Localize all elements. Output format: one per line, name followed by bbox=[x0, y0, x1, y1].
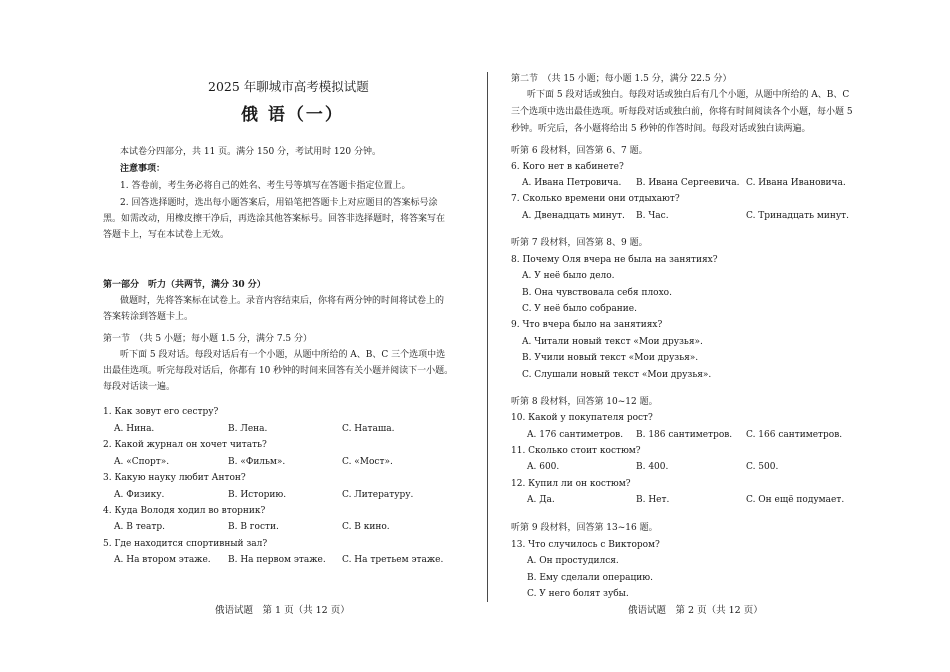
question-1-option-a: A. Нина. bbox=[114, 424, 155, 434]
question-3: 3. Какую науку любит Антон? bbox=[103, 473, 246, 483]
exam-header-title: 2025 年聊城市高考模拟试题 bbox=[208, 79, 369, 94]
question-10-option-c: C. 166 сантиметров. bbox=[746, 430, 843, 440]
question-10-option-a: A. 176 сантиметров. bbox=[527, 430, 624, 440]
question-11-option-c: C. 500. bbox=[746, 462, 779, 472]
question-3-option-c: C. Литературу. bbox=[342, 490, 414, 500]
question-10-option-b: B. 186 сантиметров. bbox=[636, 430, 733, 440]
question-6-option-c: C. Ивана Ивановича. bbox=[746, 178, 846, 188]
question-1-option-c: C. Наташа. bbox=[342, 424, 395, 434]
question-9-option-a: A. Читали новый текст «Мои друзья». bbox=[522, 337, 703, 347]
question-13: 13. Что случилось с Виктором? bbox=[511, 540, 660, 550]
question-13-option-c: C. У него болят зубы. bbox=[527, 589, 629, 599]
question-2: 2. Какой журнал он хочет читать? bbox=[103, 440, 267, 450]
question-8-option-c: C. У неё было собрание. bbox=[522, 304, 637, 314]
question-2-option-c: C. «Мост». bbox=[342, 457, 393, 467]
page-2-footer: 俄语试题 第 2 页（共 12 页） bbox=[628, 605, 763, 616]
material-8-label: 听第 8 段材料，回答第 10~12 题。 bbox=[511, 397, 658, 407]
part1-heading: 第一部分 听力（共两节，满分 30 分） bbox=[103, 280, 266, 290]
question-4: 4. Куда Володя ходил во вторник? bbox=[103, 506, 266, 516]
question-6-option-b: B. Ивана Сергеевича. bbox=[636, 178, 740, 188]
subject-title: 俄 语（一） bbox=[241, 105, 344, 125]
question-7-option-b: B. Час. bbox=[636, 211, 669, 221]
material-6-label: 听第 6 段材料，回答第 6、7 题。 bbox=[511, 146, 648, 156]
section1-instruction-line-2: 出最佳选项。听完每段对话后，你都有 10 秒钟的时间来回答有关小题并阅读下一小题。 bbox=[103, 366, 454, 376]
part1-instruction-line-2: 答案转涂到答题卡上。 bbox=[103, 312, 194, 322]
question-10: 10. Какой у покупателя рост? bbox=[511, 413, 653, 423]
material-7-label: 听第 7 段材料，回答第 8、9 题。 bbox=[511, 238, 648, 248]
section2-heading: 第二节 （共 15 小题；每小题 1.5 分，满分 22.5 分） bbox=[511, 74, 732, 84]
question-7-option-a: A. Двенадцать минут. bbox=[522, 211, 625, 221]
question-5-option-c: C. На третьем этаже. bbox=[342, 555, 444, 565]
note-1: 1. 答卷前，考生务必将自己的姓名、考生号等填写在答题卡指定位置上。 bbox=[120, 181, 411, 191]
question-5-option-b: B. На первом этаже. bbox=[228, 555, 326, 565]
question-2-option-b: B. «Фильм». bbox=[228, 457, 286, 467]
section1-instruction-line-1: 听下面 5 段对话。每段对话后有一个小题，从题中所给的 A、B、C 三个选项中选 bbox=[120, 350, 446, 360]
question-9: 9. Что вчера было на занятиях? bbox=[511, 320, 663, 330]
section2-instruction-line-1: 听下面 5 段对话或独白。每段对话或独白后有几个小题，从题中所给的 A、B、C bbox=[527, 90, 850, 100]
question-1: 1. Как зовут его сестру? bbox=[103, 407, 219, 417]
question-9-option-b: B. Учили новый текст «Мои друзья». bbox=[522, 353, 699, 363]
question-4-option-a: A. В театр. bbox=[114, 522, 165, 532]
note-2-line-2: 黑。如需改动，用橡皮擦干净后，再选涂其他答案标号。回答非选择题时，将答案写在 bbox=[103, 214, 446, 224]
question-8-option-a: A. У неё было дело. bbox=[522, 271, 615, 281]
section2-instruction-line-2: 三个选项中选出最佳选项。听每段对话或独白前，你将有时间阅读各个小题，每小题 5 bbox=[511, 107, 853, 117]
question-2-option-a: A. «Спорт». bbox=[114, 457, 170, 467]
question-13-option-b: B. Ему сделали операцию. bbox=[527, 573, 653, 583]
question-5-option-a: A. На втором этаже. bbox=[114, 555, 211, 565]
question-13-option-a: A. Он простудился. bbox=[527, 556, 619, 566]
question-4-option-c: C. В кино. bbox=[342, 522, 390, 532]
question-11: 11. Сколько стоит костюм? bbox=[511, 446, 641, 456]
exam-intro: 本试卷分四部分，共 11 页。满分 150 分，考试用时 120 分钟。 bbox=[120, 147, 381, 157]
note-2-line-3: 答题卡上，写在本试卷上无效。 bbox=[103, 230, 230, 240]
question-8: 8. Почему Оля вчера не была на занятиях? bbox=[511, 255, 718, 265]
question-7-option-c: C. Тринадцать минут. bbox=[746, 211, 849, 221]
question-12-option-b: B. Нет. bbox=[636, 495, 670, 505]
question-3-option-a: A. Физику. bbox=[114, 490, 165, 500]
question-7: 7. Сколько времени они отдыхают? bbox=[511, 194, 680, 204]
question-4-option-b: B. В гости. bbox=[228, 522, 279, 532]
column-divider bbox=[487, 72, 488, 602]
question-3-option-b: B. Историю. bbox=[228, 490, 287, 500]
notes-heading: 注意事项： bbox=[120, 164, 166, 174]
question-1-option-b: B. Лена. bbox=[228, 424, 268, 434]
note-2-line-1: 2. 回答选择题时，选出每小题答案后，用铅笔把答题卡上对应题目的答案标号涂 bbox=[120, 198, 438, 208]
page-1-footer: 俄语试题 第 1 页（共 12 页） bbox=[215, 605, 350, 616]
section1-heading: 第一节 （共 5 小题；每小题 1.5 分，满分 7.5 分） bbox=[103, 334, 313, 344]
question-11-option-a: A. 600. bbox=[527, 462, 560, 472]
part1-instruction-line-1: 做题时，先将答案标在试卷上。录音内容结束后，你将有两分钟的时间将试卷上的 bbox=[120, 296, 445, 306]
question-8-option-b: B. Она чувствовала себя плохо. bbox=[522, 288, 672, 298]
question-12-option-c: C. Он ещё подумает. bbox=[746, 495, 845, 505]
question-6-option-a: A. Ивана Петровича. bbox=[522, 178, 622, 188]
question-5: 5. Где находится спортивный зал? bbox=[103, 539, 268, 549]
section1-instruction-line-3: 每段对话读一遍。 bbox=[103, 382, 176, 392]
question-6: 6. Кого нет в кабинете? bbox=[511, 162, 624, 172]
question-11-option-b: B. 400. bbox=[636, 462, 669, 472]
question-12: 12. Купил ли он костюм? bbox=[511, 479, 631, 489]
question-12-option-a: A. Да. bbox=[527, 495, 555, 505]
material-9-label: 听第 9 段材料，回答第 13~16 题。 bbox=[511, 523, 658, 533]
section2-instruction-line-3: 秒钟。听完后，各小题将给出 5 秒钟的作答时间。每段对话或独白读两遍。 bbox=[511, 124, 811, 134]
question-9-option-c: C. Слушали новый текст «Мои друзья». bbox=[522, 370, 712, 380]
